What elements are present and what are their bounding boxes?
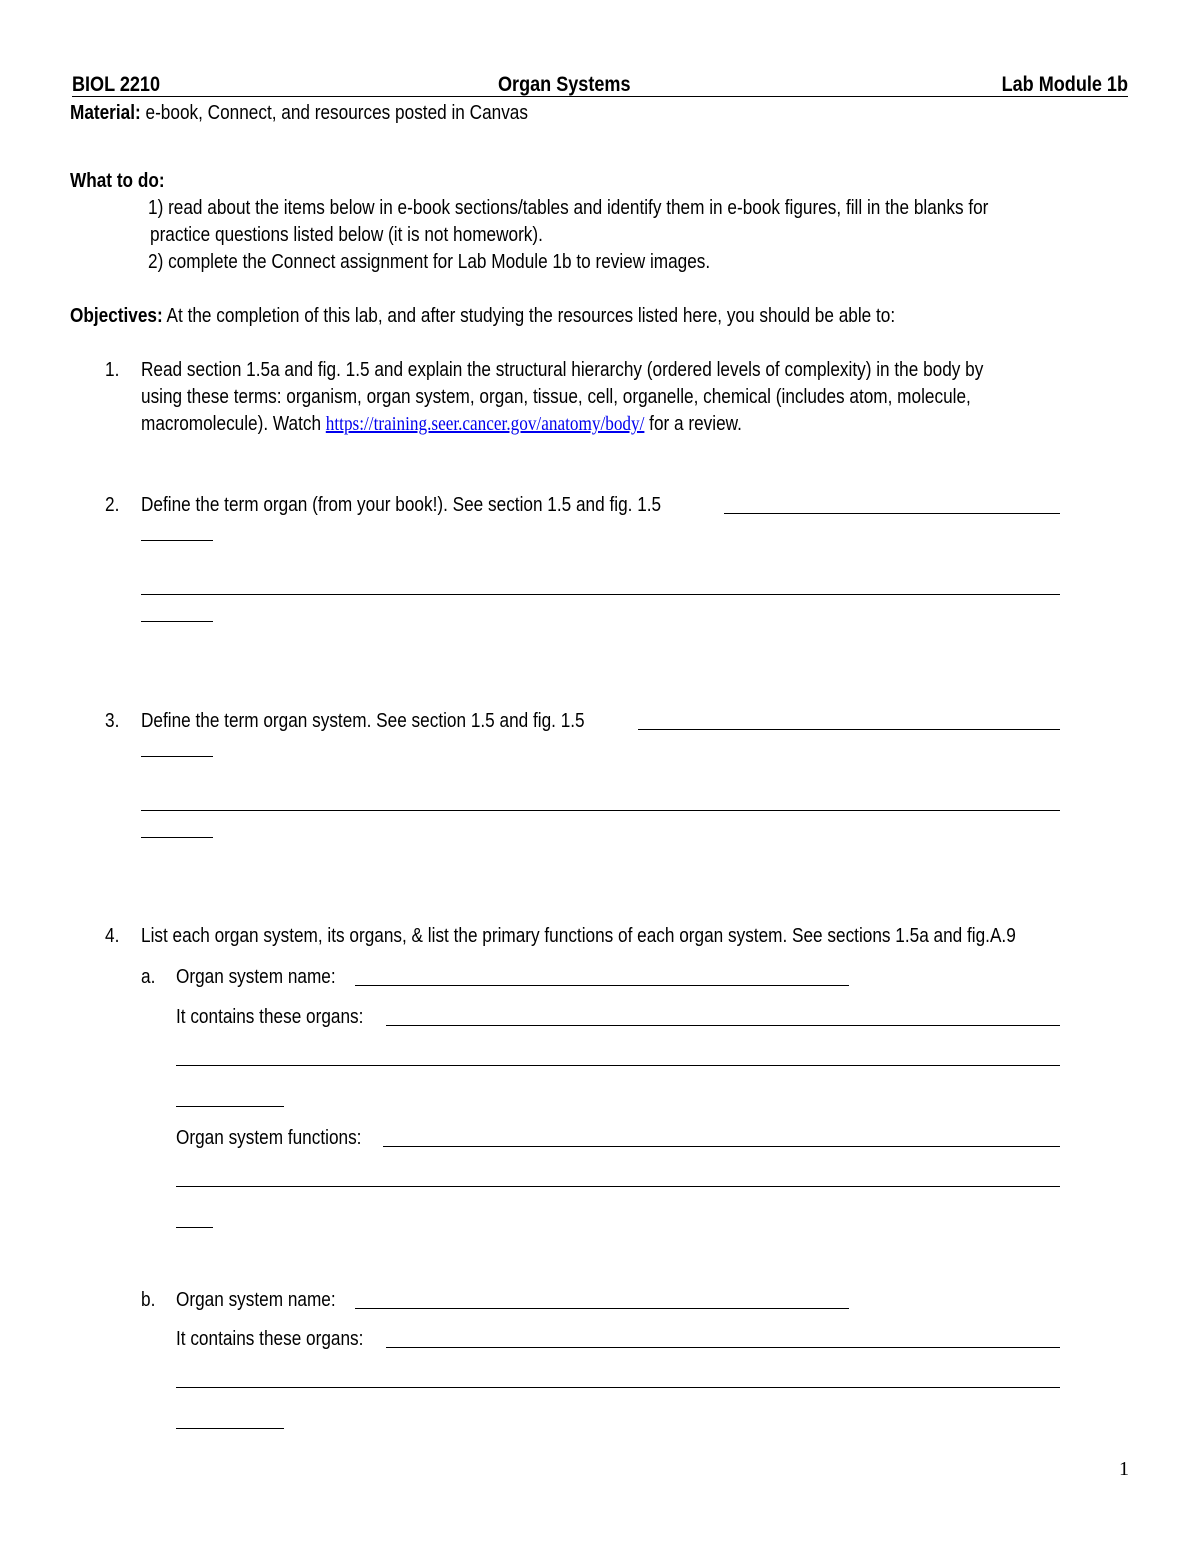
item-4-number: 4. bbox=[105, 925, 120, 947]
item-2-number: 2. bbox=[105, 494, 120, 516]
item-3-answer-blank-2[interactable] bbox=[141, 756, 213, 757]
material-label: Material: bbox=[70, 102, 141, 124]
item-1-line3-pre: macromolecule). Watch bbox=[141, 413, 326, 435]
objectives-label: Objectives: bbox=[70, 305, 163, 327]
header-underline bbox=[72, 96, 1128, 97]
header-module: Lab Module 1b bbox=[1001, 73, 1128, 96]
subitem-b-organs-label: It contains these organs: bbox=[176, 1328, 364, 1350]
seer-anatomy-link[interactable]: https://training.seer.cancer.gov/anatomy/body/ bbox=[325, 413, 645, 435]
item-3-answer-blank-1[interactable] bbox=[638, 729, 1060, 730]
item-2-answer-blank-4[interactable] bbox=[141, 621, 213, 622]
what-to-do-label: What to do: bbox=[70, 170, 165, 192]
material-text: e-book, Connect, and resources posted in Canvas bbox=[140, 102, 528, 124]
item-1-line2: using these terms: organism, organ system, organ, tissue, cell, organelle, chemical (includes atom, molecule, bbox=[141, 386, 971, 408]
item-1-line3-post: for a review. bbox=[644, 413, 742, 435]
what-to-do-step1-line2: practice questions listed below (it is not homework). bbox=[150, 224, 543, 246]
objectives-line bbox=[70, 303, 895, 330]
item-4-text: List each organ system, its organs, & list the primary functions of each organ system. See sections 1.5a and fig.A.9 bbox=[141, 925, 1016, 947]
item-2-answer-blank-2[interactable] bbox=[141, 540, 213, 541]
objectives-text: At the completion of this lab, and after studying the resources listed here, you should be able to: bbox=[162, 305, 896, 327]
item-3-answer-blank-4[interactable] bbox=[141, 837, 213, 838]
subitem-b-organs-blank-3[interactable] bbox=[176, 1428, 284, 1429]
subitem-a-organs-blank-1[interactable] bbox=[386, 1025, 1060, 1026]
subitem-a-name-label: Organ system name: bbox=[176, 966, 336, 988]
item-3-text: Define the term organ system. See section 1.5 and fig. 1.5 bbox=[141, 710, 585, 732]
what-to-do-step1-line1: 1) read about the items below in e-book sections/tables and identify them in e-book figures, fill in the blanks for bbox=[148, 197, 989, 219]
subitem-b-organs-blank-1[interactable] bbox=[386, 1347, 1060, 1348]
subitem-a-functions-blank-1[interactable] bbox=[383, 1146, 1060, 1147]
item-3-number: 3. bbox=[105, 710, 120, 732]
material-line bbox=[70, 100, 528, 127]
item-2-answer-blank-1[interactable] bbox=[724, 513, 1060, 514]
subitem-a-functions-label: Organ system functions: bbox=[176, 1127, 362, 1149]
subitem-a-functions-blank-3[interactable] bbox=[176, 1227, 213, 1228]
subitem-b-name-blank[interactable] bbox=[355, 1308, 849, 1309]
page-number: 1 bbox=[1119, 1458, 1129, 1480]
subitem-a-letter: a. bbox=[141, 966, 156, 988]
item-3-answer-blank-3[interactable] bbox=[141, 810, 1060, 811]
item-1-line1: Read section 1.5a and fig. 1.5 and explain the structural hierarchy (ordered levels of complexity) in the body by bbox=[141, 359, 984, 381]
subitem-a-organs-label: It contains these organs: bbox=[176, 1006, 364, 1028]
subitem-a-functions-blank-2[interactable] bbox=[176, 1186, 1060, 1187]
item-2-answer-blank-3[interactable] bbox=[141, 594, 1060, 595]
subitem-a-organs-blank-3[interactable] bbox=[176, 1106, 284, 1107]
subitem-b-name-label: Organ system name: bbox=[176, 1289, 336, 1311]
item-1-line3 bbox=[141, 411, 742, 438]
subitem-b-letter: b. bbox=[141, 1289, 156, 1311]
subitem-a-organs-blank-2[interactable] bbox=[176, 1065, 1060, 1066]
what-to-do-step2: 2) complete the Connect assignment for Lab Module 1b to review images. bbox=[148, 251, 711, 273]
item-1-number: 1. bbox=[105, 359, 120, 381]
header-title: Organ Systems bbox=[498, 73, 631, 96]
item-2-text: Define the term organ (from your book!). See section 1.5 and fig. 1.5 bbox=[141, 494, 662, 516]
header-course: BIOL 2210 bbox=[72, 73, 161, 96]
subitem-b-organs-blank-2[interactable] bbox=[176, 1387, 1060, 1388]
subitem-a-name-blank[interactable] bbox=[355, 985, 849, 986]
